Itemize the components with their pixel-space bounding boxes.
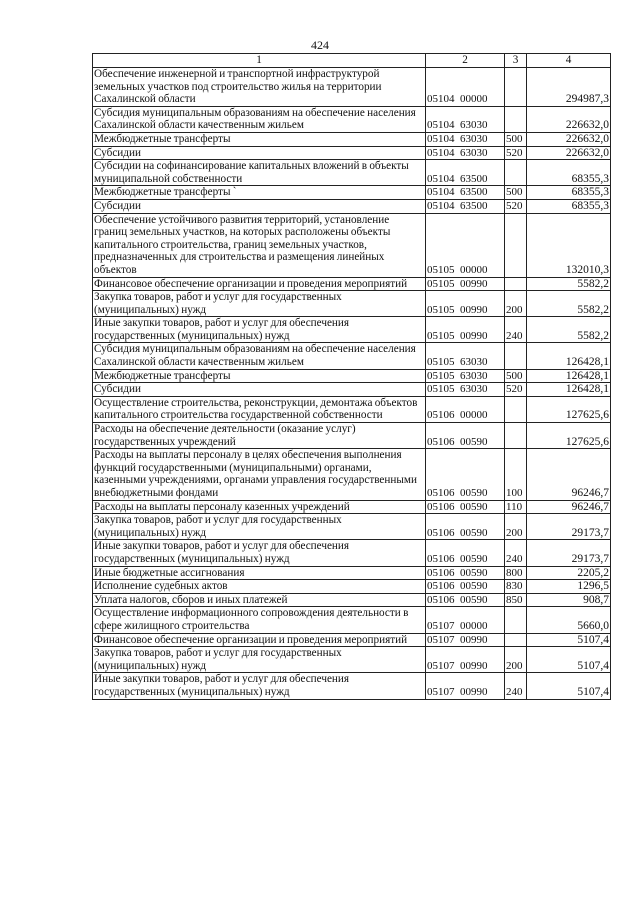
row-amount-cell: 1296,5 (527, 580, 611, 594)
row-name-cell: Закупка товаров, работ и услуг для государственных (муниципальных) нужд (93, 291, 426, 317)
row-code-cell: 05106 00590 (426, 593, 505, 607)
row-amount-cell: 5660,0 (527, 607, 611, 633)
row-code-cell: 05106 00590 (426, 500, 505, 514)
row-code-cell: 05104 63030 (426, 132, 505, 146)
row-code-cell: 05106 00000 (426, 396, 505, 422)
row-name-cell: Обеспечение устойчивого развития территорий, установление границ земельных участков, на которых расположены объекты капитального строительства, границ земельных участков, предназначенных для строительства и размещения линейных объектов (93, 213, 426, 277)
table-row (93, 213, 611, 277)
row-name-cell: Закупка товаров, работ и услуг для государственных (муниципальных) нужд (93, 647, 426, 673)
row-name-cell: Субсидии (93, 146, 426, 160)
row-name-cell: Межбюджетные трансферты ` (93, 186, 426, 200)
row-type-cell (505, 423, 527, 449)
table-row (93, 647, 611, 673)
row-name-cell: Субсидии на софинансирование капитальных вложений в объекты муниципальной собственности (93, 160, 426, 186)
row-code-cell: 05105 00990 (426, 317, 505, 343)
budget-table (92, 53, 611, 700)
row-type-cell: 240 (505, 317, 527, 343)
row-type-cell: 200 (505, 514, 527, 540)
row-type-cell (505, 106, 527, 132)
table-row (93, 500, 611, 514)
table-row (93, 383, 611, 397)
table-row (93, 396, 611, 422)
table-body (93, 68, 611, 700)
row-amount-cell: 5582,2 (527, 291, 611, 317)
table-row (93, 566, 611, 580)
row-type-cell: 500 (505, 369, 527, 383)
row-type-cell: 520 (505, 146, 527, 160)
row-amount-cell: 5107,4 (527, 673, 611, 699)
table-row (93, 160, 611, 186)
table-row (93, 607, 611, 633)
row-code-cell: 05104 63500 (426, 199, 505, 213)
table-row (93, 423, 611, 449)
row-name-cell: Субсидия муниципальным образованиям на обеспечение населения Сахалинской области качественным жильем (93, 343, 426, 369)
table-row (93, 291, 611, 317)
table-row (93, 199, 611, 213)
row-amount-cell: 127625,6 (527, 396, 611, 422)
row-amount-cell: 68355,3 (527, 186, 611, 200)
table-row (93, 540, 611, 566)
table-row (93, 343, 611, 369)
row-code-cell: 05105 00990 (426, 291, 505, 317)
table-row (93, 68, 611, 107)
row-name-cell: Осуществление строительства, реконструкции, демонтажа объектов капитального строительства государственной собственности (93, 396, 426, 422)
header-col-2: 2 (426, 54, 505, 68)
row-code-cell: 05107 00990 (426, 633, 505, 647)
row-amount-cell: 226632,0 (527, 132, 611, 146)
row-amount-cell: 96246,7 (527, 449, 611, 500)
table-row (93, 106, 611, 132)
row-name-cell: Иные закупки товаров, работ и услуг для обеспечения государственных (муниципальных) нужд (93, 673, 426, 699)
row-type-cell: 830 (505, 580, 527, 594)
row-name-cell: Субсидии (93, 199, 426, 213)
row-name-cell: Финансовое обеспечение организации и проведения мероприятий (93, 633, 426, 647)
row-amount-cell: 5107,4 (527, 633, 611, 647)
row-code-cell: 05106 00590 (426, 514, 505, 540)
row-code-cell: 05104 63500 (426, 160, 505, 186)
row-code-cell: 05106 00590 (426, 423, 505, 449)
table-row (93, 132, 611, 146)
row-name-cell: Осуществление информационного сопровождения деятельности в сфере жилищного строительства (93, 607, 426, 633)
row-name-cell: Расходы на выплаты персоналу казенных учреждений (93, 500, 426, 514)
row-amount-cell: 68355,3 (527, 160, 611, 186)
header-col-4: 4 (527, 54, 611, 68)
row-code-cell: 05106 00590 (426, 540, 505, 566)
row-type-cell: 520 (505, 199, 527, 213)
row-code-cell: 05105 00000 (426, 213, 505, 277)
row-type-cell: 240 (505, 673, 527, 699)
row-code-cell: 05105 63030 (426, 383, 505, 397)
row-type-cell: 110 (505, 500, 527, 514)
row-code-cell: 05106 00590 (426, 580, 505, 594)
row-amount-cell: 5582,2 (527, 277, 611, 291)
table-row (93, 580, 611, 594)
row-type-cell: 520 (505, 383, 527, 397)
row-type-cell: 500 (505, 186, 527, 200)
row-amount-cell: 96246,7 (527, 500, 611, 514)
row-type-cell (505, 160, 527, 186)
row-code-cell: 05107 00000 (426, 607, 505, 633)
row-name-cell: Иные закупки товаров, работ и услуг для обеспечения государственных (муниципальных) нужд (93, 540, 426, 566)
row-amount-cell: 126428,1 (527, 383, 611, 397)
table-row (93, 673, 611, 699)
row-name-cell: Расходы на обеспечение деятельности (оказание услуг) государственных учреждений (93, 423, 426, 449)
row-amount-cell: 5582,2 (527, 317, 611, 343)
row-type-cell: 100 (505, 449, 527, 500)
table-row (93, 449, 611, 500)
header-col-1: 1 (93, 54, 426, 68)
row-name-cell: Иные закупки товаров, работ и услуг для обеспечения государственных (муниципальных) нужд (93, 317, 426, 343)
table-row (93, 633, 611, 647)
row-code-cell: 05105 63030 (426, 369, 505, 383)
row-type-cell (505, 343, 527, 369)
table-row (93, 146, 611, 160)
row-name-cell: Уплата налогов, сборов и иных платежей (93, 593, 426, 607)
row-code-cell: 05104 63030 (426, 106, 505, 132)
table-row (93, 369, 611, 383)
row-type-cell: 850 (505, 593, 527, 607)
row-amount-cell: 908,7 (527, 593, 611, 607)
row-type-cell (505, 277, 527, 291)
row-type-cell: 240 (505, 540, 527, 566)
row-code-cell: 05104 00000 (426, 68, 505, 107)
row-amount-cell: 2205,2 (527, 566, 611, 580)
table-header (93, 54, 611, 68)
row-code-cell: 05105 63030 (426, 343, 505, 369)
row-name-cell: Субсидии (93, 383, 426, 397)
page-number: 424 (311, 38, 329, 52)
row-code-cell: 05106 00590 (426, 449, 505, 500)
row-type-cell: 200 (505, 647, 527, 673)
row-amount-cell: 126428,1 (527, 343, 611, 369)
row-type-cell (505, 68, 527, 107)
row-amount-cell: 5107,4 (527, 647, 611, 673)
row-name-cell: Иные бюджетные ассигнования (93, 566, 426, 580)
row-type-cell: 800 (505, 566, 527, 580)
row-name-cell: Обеспечение инженерной и транспортной инфраструктурой земельных участков под строительство жилья на территории Сахалинской области (93, 68, 426, 107)
row-code-cell: 05104 63500 (426, 186, 505, 200)
row-name-cell: Расходы на выплаты персоналу в целях обеспечения выполнения функций государственными (муниципальными) органами, казенными учреждениями, органами управления государственными внебюджетными фондами (93, 449, 426, 500)
table-row (93, 317, 611, 343)
row-code-cell: 05107 00990 (426, 647, 505, 673)
row-name-cell: Финансовое обеспечение организации и проведения мероприятий (93, 277, 426, 291)
row-code-cell: 05107 00990 (426, 673, 505, 699)
header-row (93, 54, 611, 68)
row-type-cell (505, 607, 527, 633)
row-name-cell: Межбюджетные трансферты (93, 369, 426, 383)
table-row (93, 277, 611, 291)
table-row (93, 186, 611, 200)
row-type-cell (505, 633, 527, 647)
row-amount-cell: 68355,3 (527, 199, 611, 213)
row-amount-cell: 226632,0 (527, 106, 611, 132)
row-name-cell: Закупка товаров, работ и услуг для государственных (муниципальных) нужд (93, 514, 426, 540)
row-amount-cell: 294987,3 (527, 68, 611, 107)
row-type-cell: 500 (505, 132, 527, 146)
row-code-cell: 05105 00990 (426, 277, 505, 291)
row-amount-cell: 127625,6 (527, 423, 611, 449)
row-amount-cell: 226632,0 (527, 146, 611, 160)
row-name-cell: Субсидия муниципальным образованиям на обеспечение населения Сахалинской области качественным жильем (93, 106, 426, 132)
table-row (93, 593, 611, 607)
row-amount-cell: 29173,7 (527, 540, 611, 566)
row-amount-cell: 126428,1 (527, 369, 611, 383)
row-type-cell (505, 213, 527, 277)
row-code-cell: 05104 63030 (426, 146, 505, 160)
row-code-cell: 05106 00590 (426, 566, 505, 580)
table-row (93, 514, 611, 540)
row-type-cell (505, 396, 527, 422)
row-amount-cell: 132010,3 (527, 213, 611, 277)
row-name-cell: Исполнение судебных актов (93, 580, 426, 594)
row-amount-cell: 29173,7 (527, 514, 611, 540)
row-type-cell: 200 (505, 291, 527, 317)
header-col-3: 3 (505, 54, 527, 68)
row-name-cell: Межбюджетные трансферты (93, 132, 426, 146)
